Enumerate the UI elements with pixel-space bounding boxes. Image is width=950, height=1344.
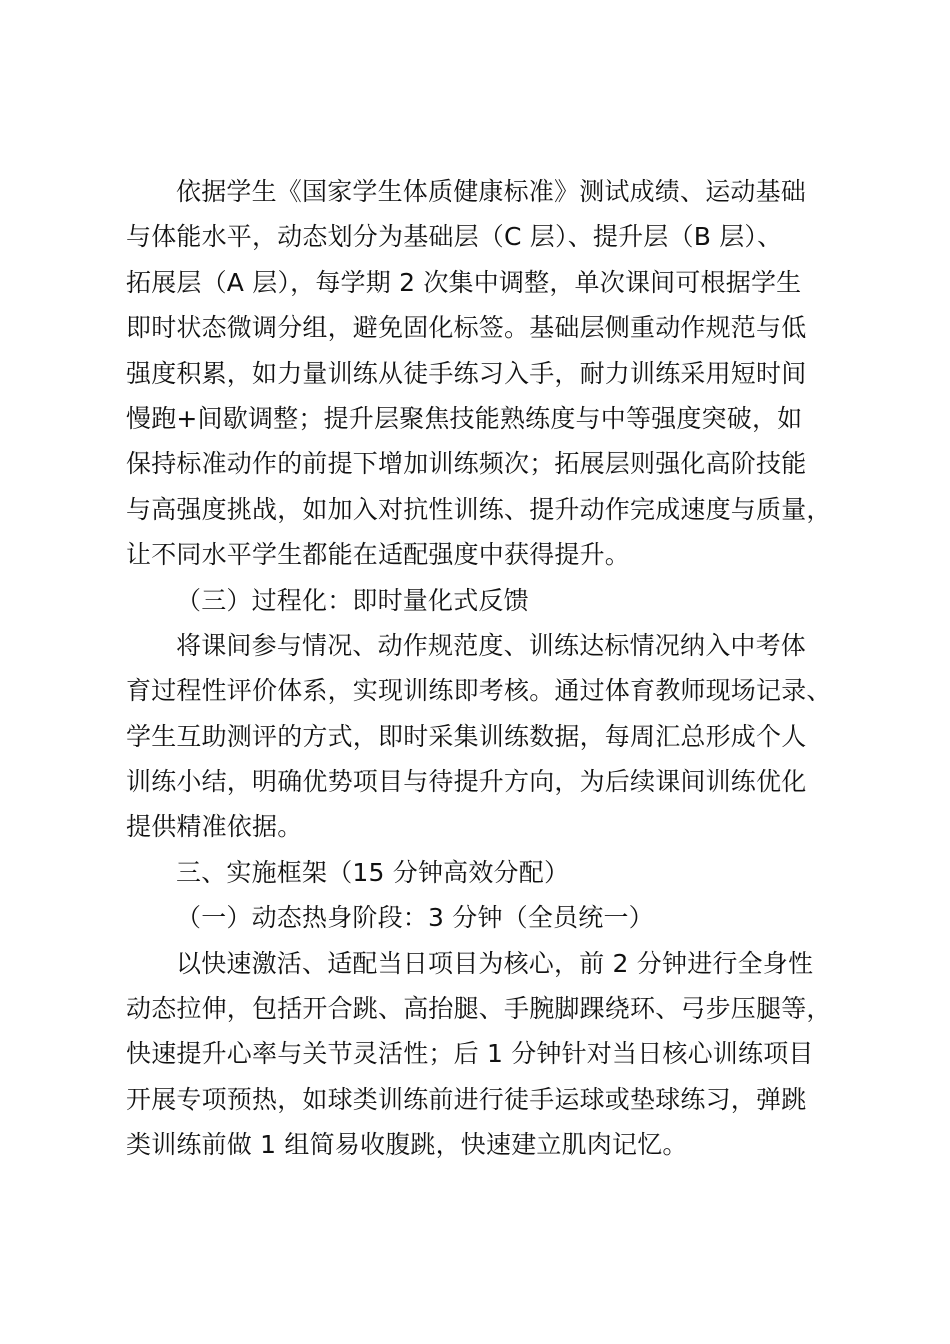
text-line: 提供精准依据。	[126, 812, 303, 842]
paragraph-warmup	[126, 941, 832, 1168]
text-line: 保持标准动作的前提下增加训练频次；拓展层则强化高阶技能	[126, 449, 807, 479]
text-line: 让不同水平学生都能在适配强度中获得提升。	[126, 540, 631, 570]
subheading-warmup: （一）动态热身阶段：3 分钟（全员统一）	[176, 903, 654, 933]
text-line: 快速提升心率与关节灵活性；后 1 分钟针对当日核心训练项目	[126, 1039, 814, 1069]
text-line: 拓展层（A 层），每学期 2 次集中调整，单次课间可根据学生	[126, 267, 802, 297]
paragraph-tiered-training	[126, 169, 832, 578]
text-line: 强度积累，如力量训练从徒手练习入手，耐力训练采用短时间	[126, 358, 807, 388]
text-line: 训练小结，明确优势项目与待提升方向，为后续课间训练优化	[126, 767, 807, 797]
text-line: 慢跑+间歇调整；提升层聚焦技能熟练度与中等强度突破，如	[126, 403, 803, 433]
text-line: 学生互助测评的方式，即时采集训练数据，每周汇总形成个人	[126, 721, 807, 751]
text-line: 即时状态微调分组，避免固化标签。基础层侧重动作规范与低	[126, 313, 807, 343]
text-line: 将课间参与情况、动作规范度、训练达标情况纳入中考体	[176, 630, 807, 660]
section-heading-implementation: 三、实施框架（15 分钟高效分配）	[176, 857, 570, 887]
text-line: 动态拉伸，包括开合跳、高抬腿、手腕脚踝绕环、弓步压腿等，	[126, 994, 832, 1024]
heading-process-feedback: （三）过程化：即时量化式反馈	[176, 585, 529, 615]
text-line: 以快速激活、适配当日项目为核心，前 2 分钟进行全身性	[176, 948, 814, 978]
document-body	[126, 169, 832, 1168]
paragraph-process-evaluation	[126, 623, 832, 850]
text-line: 与体能水平，动态划分为基础层（C 层）、提升层（B 层）、	[126, 222, 783, 252]
text-line: 类训练前做 1 组简易收腹跳，快速建立肌肉记忆。	[126, 1130, 688, 1160]
text-line: 育过程性评价体系，实现训练即考核。通过体育教师现场记录、	[126, 676, 832, 706]
text-line: 开展专项预热，如球类训练前进行徒手运球或垫球练习，弹跳	[126, 1084, 807, 1114]
text-line: 与高强度挑战，如加入对抗性训练、提升动作完成速度与质量，	[126, 494, 832, 524]
text-line: 依据学生《国家学生体质健康标准》测试成绩、运动基础	[176, 177, 807, 206]
